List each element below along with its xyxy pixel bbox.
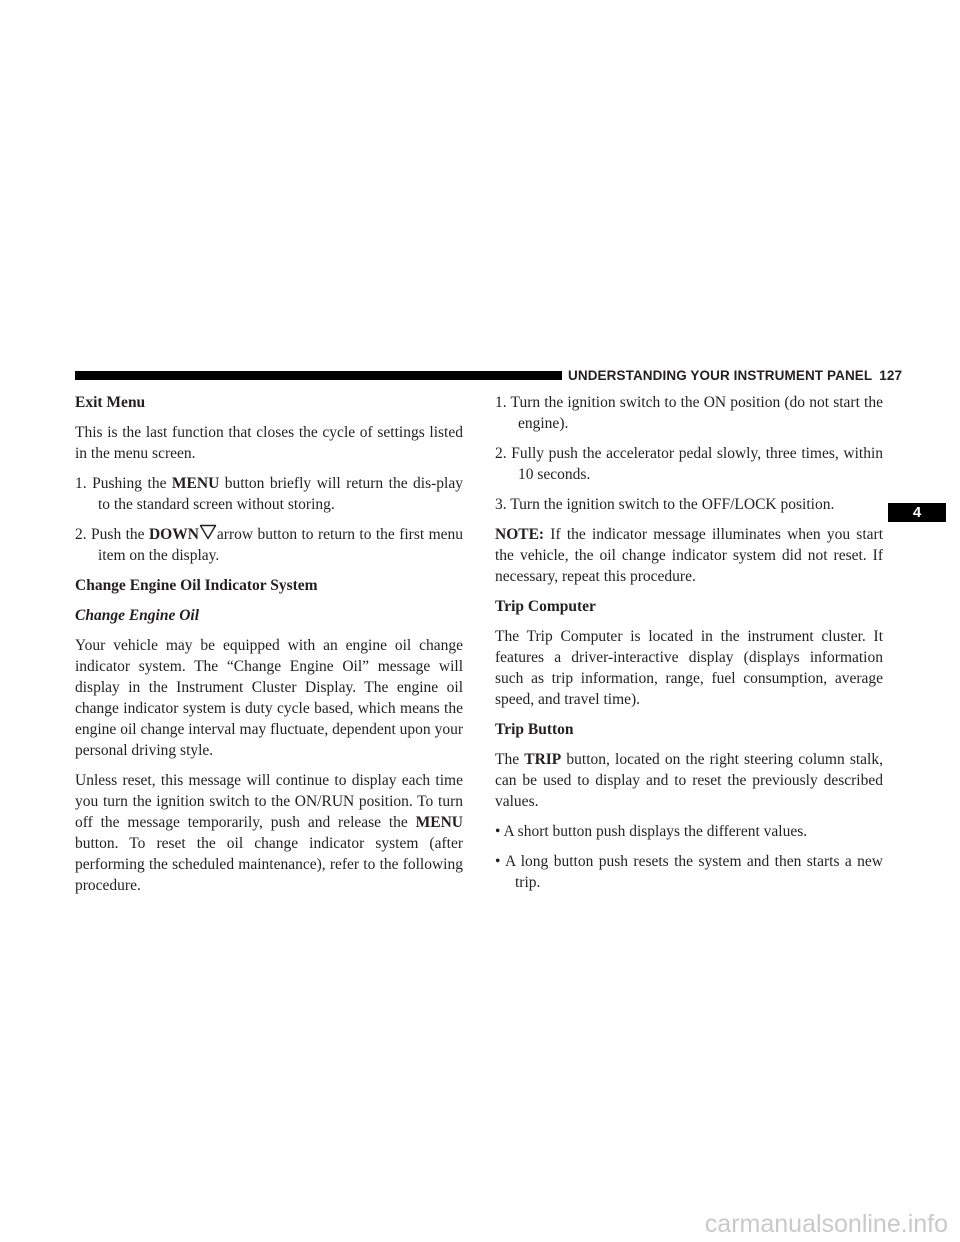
- trip-computer-paragraph: The Trip Computer is located in the instrument cluster. It features a driver-interactive display (displays information such as trip information, range, fuel consumption, average speed, and travel time).: [495, 628, 883, 708]
- down-triangle-icon: [199, 524, 217, 540]
- oil-system-paragraph-2: Unless reset, this message will continue to display each time you turn the ignition switch to the ON/RUN position. To turn off the message temporarily, push and release the MENU button. To reset the oil change indicator system (after performing the scheduled maintenance), refer to the following procedure.: [75, 772, 463, 894]
- trip-computer-heading: Trip Computer: [495, 598, 596, 615]
- trip-button-label: TRIP: [524, 751, 562, 768]
- oil-system-heading: Change Engine Oil Indicator System: [75, 577, 318, 594]
- oil-system-subheading: Change Engine Oil: [75, 607, 200, 624]
- exit-menu-intro: This is the last function that closes the cycle of settings listed in the menu screen.: [75, 424, 463, 462]
- reset-step-3: 3. Turn the ignition switch to the OFF/LOCK position.: [495, 496, 835, 513]
- bullet-item: • A short button push displays the different values.: [495, 823, 808, 840]
- exit-menu-step-2: 2. Push the DOWN arrow button to return to the first menu item on the display.: [75, 526, 464, 564]
- oil-system-paragraph-1: Your vehicle may be equipped with an engine oil change indicator system. The “Change Engine Oil” message will display in the Instrument Cluster Display. The engine oil change indicator system is duty cycle based, which means the engine oil change interval may fluctuate, dependent upon your personal driving style.: [75, 637, 463, 759]
- down-button-label: DOWN: [148, 526, 199, 543]
- trip-button-heading: Trip Button: [495, 721, 574, 738]
- exit-menu-heading: Exit Menu: [75, 394, 146, 411]
- note-paragraph: NOTE: If the indicator message illuminates when you start the vehicle, the oil change indicator system did not reset. If necessary, repeat this procedure.: [495, 526, 883, 585]
- exit-menu-step-1: 1. Pushing the MENU button briefly will return the dis-play to the standard screen without storing.: [75, 475, 463, 513]
- reset-step-1: 1. Turn the ignition switch to the ON position (do not start the engine).: [495, 394, 883, 432]
- section-title: UNDERSTANDING YOUR INSTRUMENT PANEL: [568, 368, 873, 383]
- note-label: NOTE:: [495, 526, 545, 543]
- bullet-item: • A long button push resets the system and then starts a new trip.: [495, 853, 883, 891]
- menu-button-label: MENU: [171, 475, 220, 492]
- header-rule: [75, 371, 562, 380]
- page-number: 127: [879, 368, 903, 383]
- watermark: carmanualsonline.info: [704, 1210, 948, 1238]
- left-column: [75, 392, 463, 905]
- trip-button-paragraph: The TRIP button, located on the right steering column stalk, can be used to display and to reset the previously described values.: [495, 751, 883, 810]
- bullet-icon: •: [495, 823, 501, 840]
- running-header: [568, 368, 902, 384]
- reset-step-2: 2. Fully push the accelerator pedal slowly, three times, within 10 seconds.: [495, 445, 884, 483]
- chapter-tab: 4: [888, 503, 946, 522]
- right-column: [495, 392, 883, 902]
- bullet-icon: •: [495, 853, 501, 870]
